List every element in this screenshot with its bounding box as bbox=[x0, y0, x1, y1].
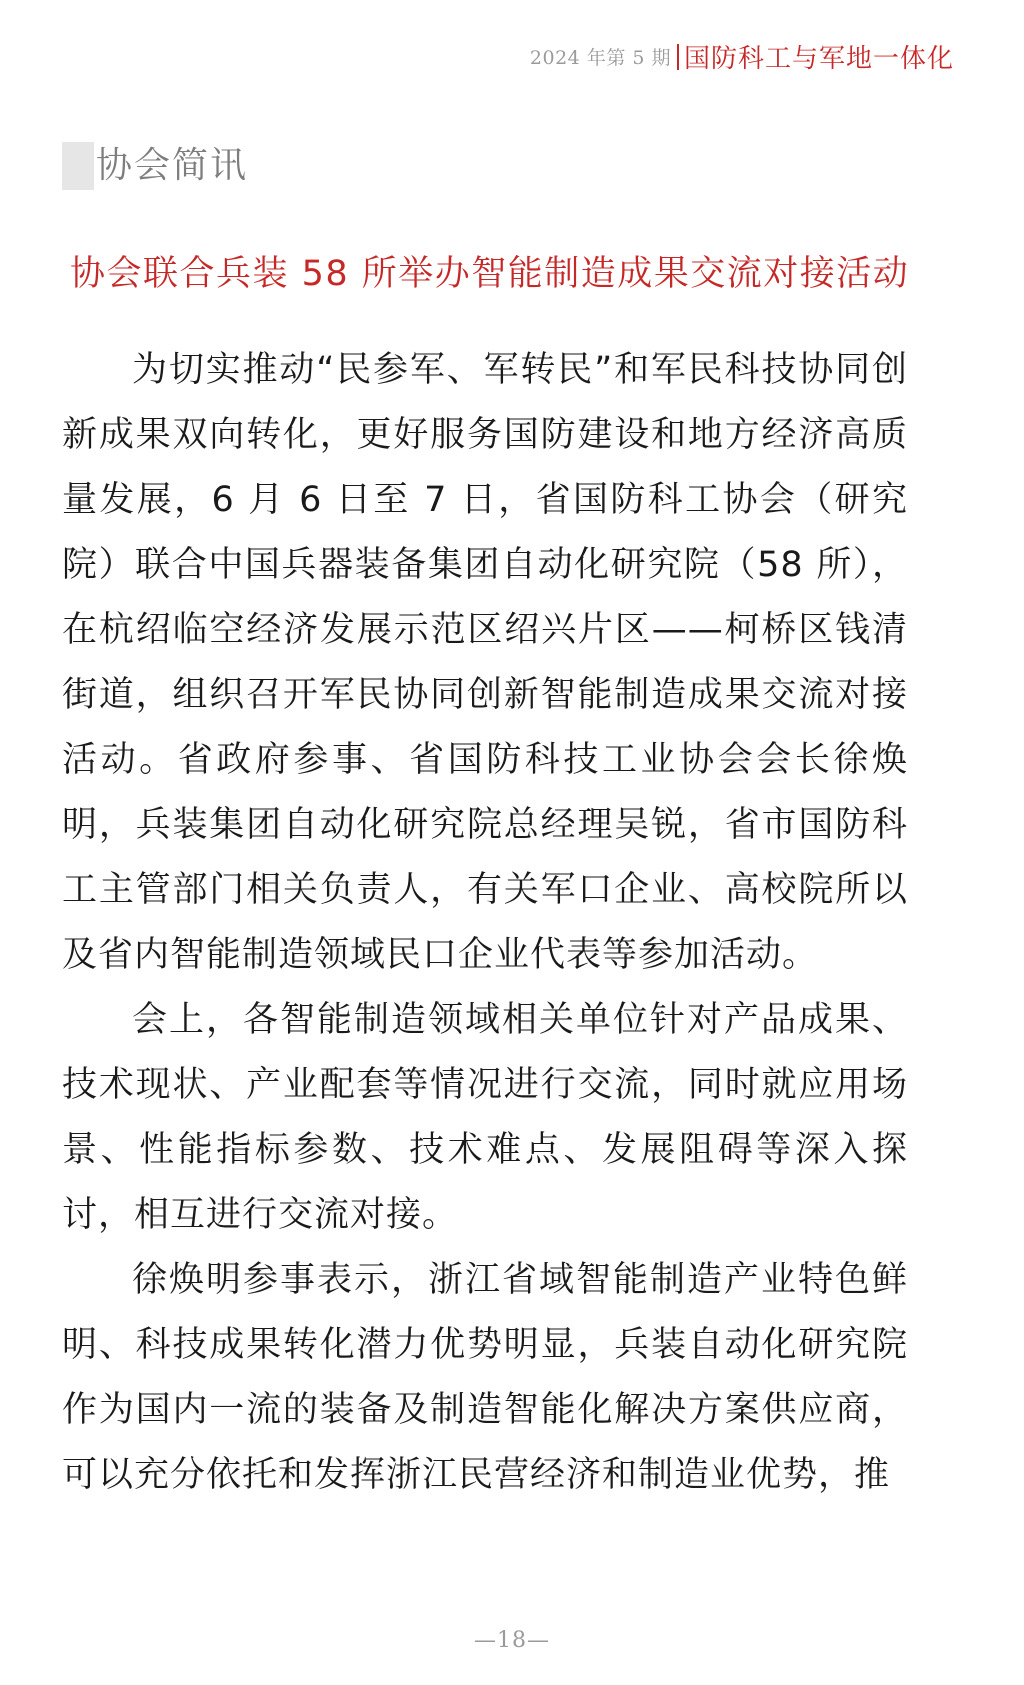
issue-label: 2024 年第 5 期 bbox=[529, 47, 671, 69]
section-marker bbox=[62, 142, 94, 190]
paragraph: 徐焕明参事表示，浙江省域智能制造产业特色鲜明、科技成果转化潜力优势明显，兵装自动化研究院作为国内一流的装备及制造智能化解决方案供应商，可以充分依托和发挥浙江民营经济和制造业优势，推 bbox=[62, 1260, 908, 1495]
article-title: 协会联合兵装 58 所举办智能制造成果交流对接活动 bbox=[70, 254, 910, 294]
section-label: 协会简讯 bbox=[96, 145, 249, 186]
page-header bbox=[530, 38, 954, 75]
article-body bbox=[62, 338, 908, 1508]
header-divider bbox=[677, 44, 679, 70]
section-heading bbox=[62, 142, 248, 190]
page-number: —18— bbox=[474, 1628, 550, 1653]
journal-title: 国防科工与军地一体化 bbox=[683, 44, 954, 74]
paragraph: 为切实推动“民参军、军转民”和军民科技协同创新成果双向转化，更好服务国防建设和地方经济高质量发展，6 月 6 日至 7 日，省国防科工协会（研究院）联合中国兵器装备集团自动化研究院（58 所），在杭绍临空经济发展示范区绍兴片区——柯桥区钱清街道，组织召开军民协同创新智能制造成果交流对接活动。省政府参事、省国防科技工业协会会长徐焕明，兵装集团自动化研究院总经理吴锐，省市国防科工主管部门相关负责人，有关军口企业、高校院所以及省内智能制造领域民口企业代表等参加活动。 bbox=[62, 350, 908, 975]
paragraph: 会上，各智能制造领域相关单位针对产品成果、技术现状、产业配套等情况进行交流，同时就应用场景、性能指标参数、技术难点、发展阻碍等深入探讨，相互进行交流对接。 bbox=[62, 1000, 908, 1235]
